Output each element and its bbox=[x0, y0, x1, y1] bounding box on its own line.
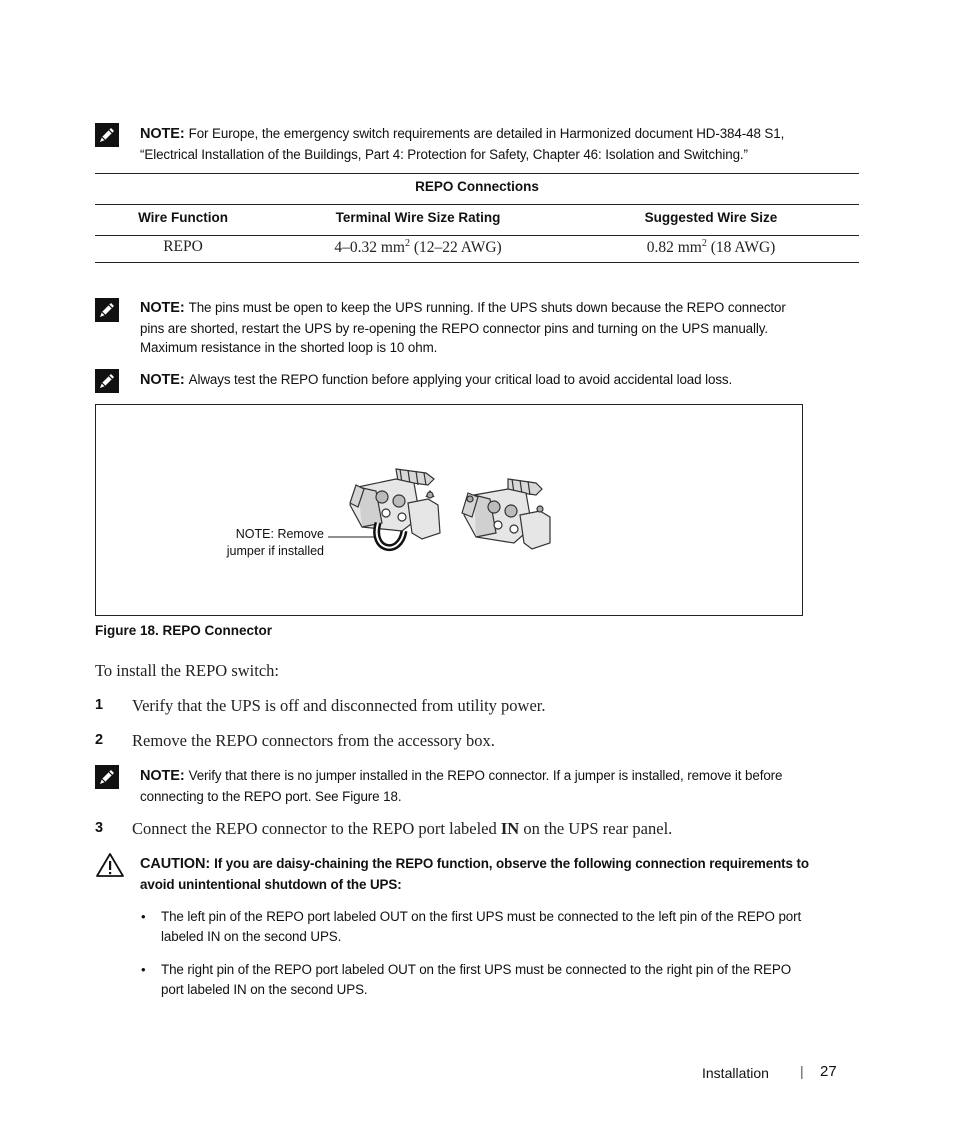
table-cell-function: REPO bbox=[163, 238, 203, 255]
step-number: 3 bbox=[95, 820, 104, 836]
caution-text-continued: avoid unintentional shutdown of the UPS: bbox=[140, 876, 402, 892]
table-cell-rating: 4–0.32 $mm^2$ (12–22 AWG) bbox=[334, 238, 502, 257]
footer-separator: | bbox=[800, 1063, 804, 1079]
repo-connector-with-jumper bbox=[350, 469, 440, 548]
caution-text: If you are daisy-chaining the REPO function, observe the following connection requirements to bbox=[214, 856, 809, 871]
table-header-wire-function: Wire Function bbox=[138, 210, 228, 225]
caution-triangle-icon bbox=[95, 852, 125, 878]
note-pencil-icon bbox=[95, 298, 119, 322]
step-text: Connect the REPO connector to the REPO port labeled IN on the UPS rear panel. bbox=[132, 819, 673, 838]
note-jumper bbox=[140, 766, 860, 806]
note-label: NOTE: bbox=[140, 126, 185, 142]
bullet-dot: • bbox=[141, 909, 146, 924]
caution-block bbox=[140, 854, 860, 894]
note-pencil-icon bbox=[95, 369, 119, 393]
note-text: Always test the REPO function before applying your critical load to avoid accidental load loss. bbox=[188, 372, 733, 387]
note-text: Verify that there is no jumper installed in the REPO connector. If a jumper is installed, remove it before bbox=[188, 768, 783, 783]
intro-text: To install the REPO switch: bbox=[95, 661, 280, 680]
note-text: The pins must be open to keep the UPS running. If the UPS shuts down because the REPO connector bbox=[188, 300, 786, 315]
note-pencil-icon bbox=[95, 765, 119, 789]
bullet-item: The right pin of the REPO port labeled OUT on the first UPS must be connected to the right pin of the REPO port labeled IN on the second UPS. bbox=[161, 962, 792, 997]
step-number: 2 bbox=[95, 732, 104, 748]
table-bottom-rule bbox=[95, 262, 859, 263]
table-header-rule bbox=[95, 235, 859, 236]
callout-line: jumper if installed bbox=[226, 544, 324, 558]
step-number: 1 bbox=[95, 697, 104, 713]
bullet-item: The left pin of the REPO port labeled OUT on the first UPS must be connected to the left pin of the REPO port labeled IN on the second UPS. bbox=[161, 909, 802, 944]
note-text-continued: pins are shorted, restart the UPS by re-opening the REPO connector pins and turning on the UPS manually. bbox=[140, 320, 768, 336]
note-text-continued: Maximum resistance in the shorted loop is 10 ohm. bbox=[140, 340, 438, 355]
note-label: NOTE: bbox=[140, 300, 185, 316]
page-number: 27 bbox=[820, 1063, 837, 1080]
table-header-suggested-size: Suggested Wire Size bbox=[644, 210, 778, 225]
figure-callout bbox=[156, 526, 324, 560]
note-text-continued: connecting to the REPO port. See Figure 18. bbox=[140, 788, 402, 804]
caution-label: CAUTION: bbox=[140, 856, 211, 872]
figure-caption: Figure 18. REPO Connector bbox=[95, 623, 273, 638]
repo-connector bbox=[462, 479, 550, 549]
step-text: Verify that the UPS is off and disconnected from utility power. bbox=[132, 696, 546, 715]
figure-frame bbox=[95, 404, 803, 616]
bullet-dot: • bbox=[141, 962, 146, 977]
table-title: REPO Connections bbox=[415, 179, 539, 194]
table-top-rule bbox=[95, 173, 859, 174]
note-label: NOTE: bbox=[140, 372, 185, 388]
table-cell-suggested: 0.82 $mm^2$ (18 AWG) bbox=[646, 238, 776, 257]
note-europe bbox=[140, 124, 860, 164]
step-text: Remove the REPO connectors from the accessory box. bbox=[132, 731, 495, 750]
note-pins bbox=[140, 298, 860, 358]
repo-connector-illustration bbox=[96, 405, 802, 615]
callout-line: NOTE: Remove bbox=[235, 527, 324, 541]
note-text: For Europe, the emergency switch requirements are detailed in Harmonized document HD-384-48 S1, bbox=[188, 126, 785, 141]
note-pencil-icon bbox=[95, 123, 119, 147]
note-test bbox=[140, 370, 860, 391]
note-text-continued: “Electrical Installation of the Buildings, Part 4: Protection for Safety, Chapter 46: Isolation and Switching.” bbox=[140, 146, 748, 162]
footer-section: Installation bbox=[702, 1065, 769, 1081]
table-title-rule bbox=[95, 204, 859, 205]
table-header-terminal-rating: Terminal Wire Size Rating bbox=[335, 210, 501, 225]
note-label: NOTE: bbox=[140, 768, 185, 784]
